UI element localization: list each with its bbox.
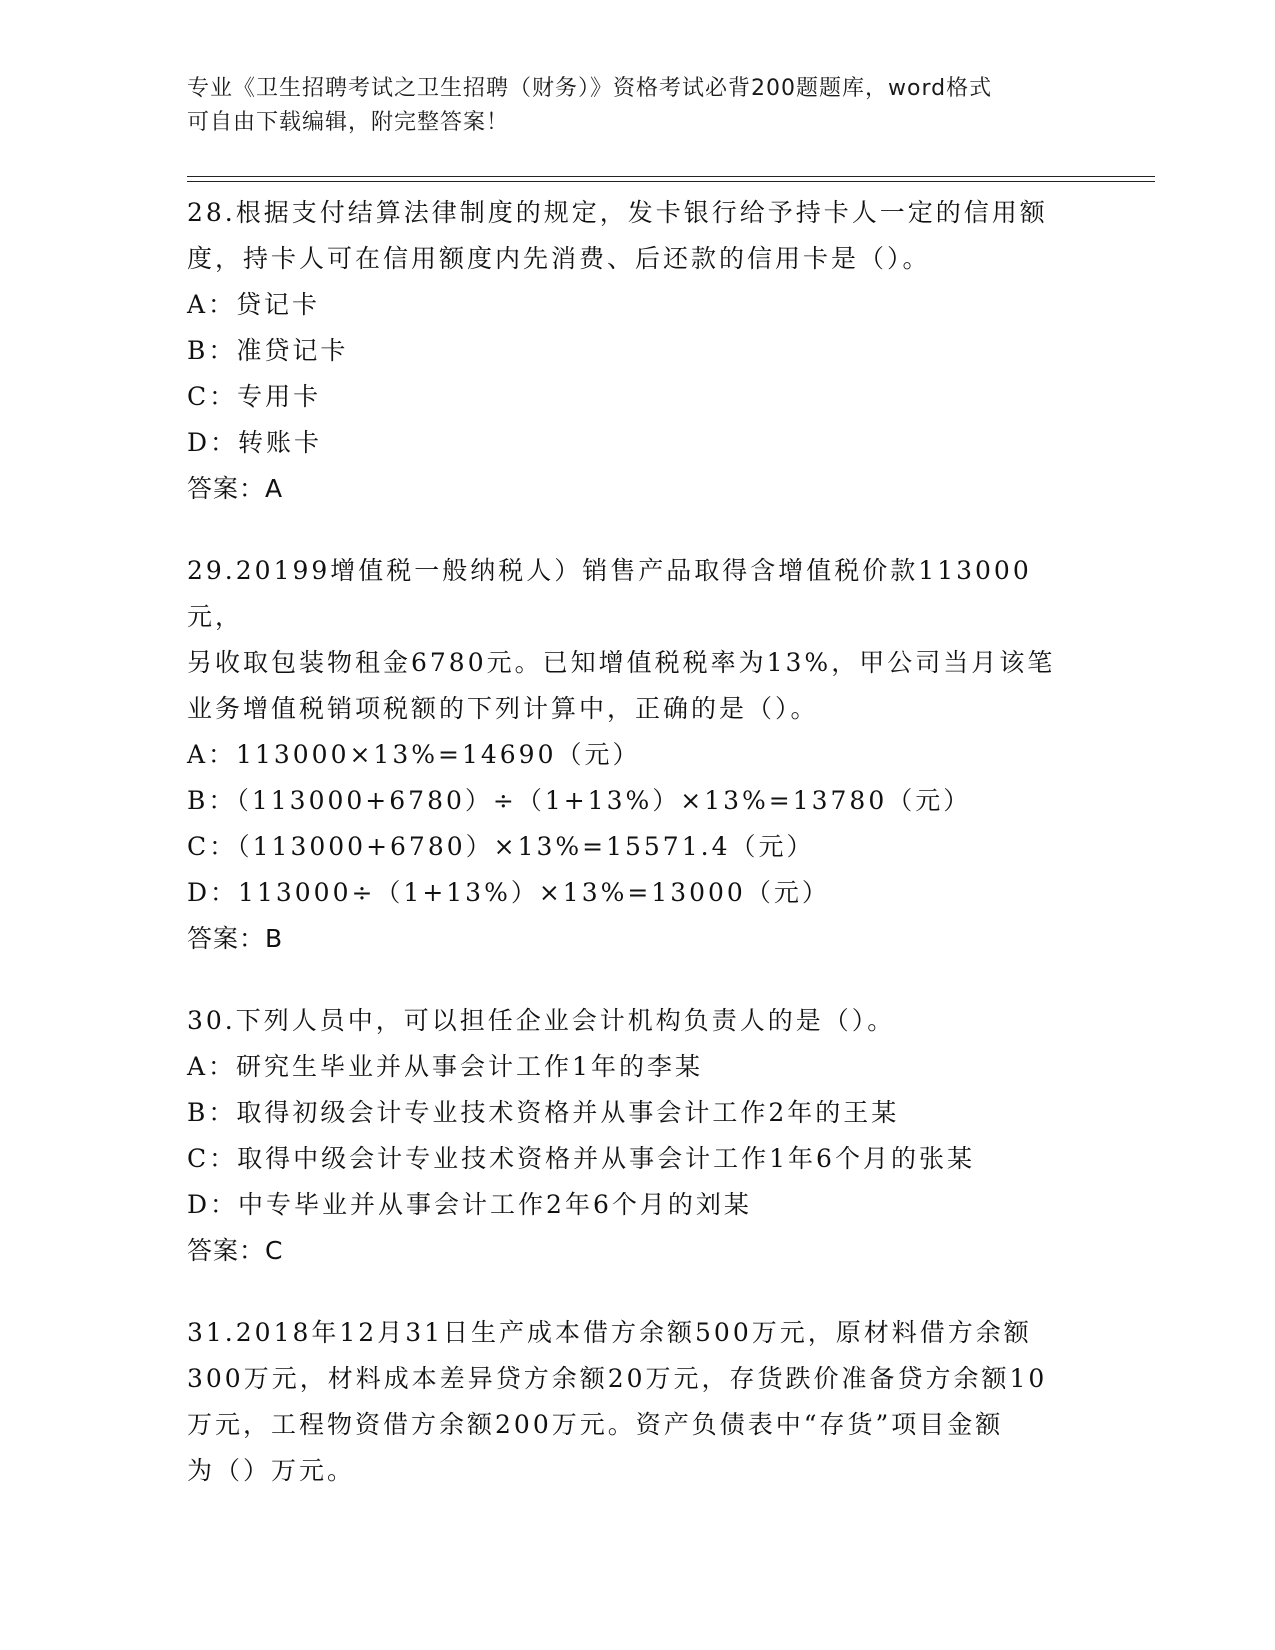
question-29	[187, 548, 1087, 962]
option-c: C：专用卡	[187, 382, 322, 411]
question-stem-line: 29.20199增值税一般纳税人）销售产品取得含增值税价款113000元，	[187, 556, 1032, 631]
header-line-1: 专业《卫生招聘考试之卫生招聘（财务）》资格考试必背200题题库，word格式	[187, 76, 993, 101]
answer: 答案：B	[187, 924, 284, 953]
question-stem-line: 度，持卡人可在信用额度内先消费、后还款的信用卡是（）。	[187, 244, 931, 273]
question-stem-line: 另收取包装物租金6780元。已知增值税税率为13%，甲公司当月该笔	[187, 648, 1056, 677]
answer: 答案：C	[187, 1236, 284, 1265]
question-stem-line: 万元，工程物资借方余额200万元。资产负债表中“存货”项目金额	[187, 1410, 1004, 1439]
option-a: A：贷记卡	[187, 290, 321, 319]
option-b: B：取得初级会计专业技术资格并从事会计工作2年的王某	[187, 1098, 900, 1127]
option-c: C：（113000+6780）×13%=15571.4（元）	[187, 832, 815, 861]
question-28	[187, 190, 1087, 512]
question-stem-line: 为（）万元。	[187, 1456, 356, 1485]
question-stem-line: 30.下列人员中，可以担任企业会计机构负责人的是（）。	[187, 1006, 896, 1035]
question-stem-line: 300万元，材料成本差异贷方余额20万元，存货跌价准备贷方余额10	[187, 1364, 1048, 1393]
question-stem-line: 业务增值税销项税额的下列计算中，正确的是（）。	[187, 694, 819, 723]
header-divider	[187, 176, 1155, 182]
document-header	[187, 72, 1067, 140]
option-b: B：准贷记卡	[187, 336, 349, 365]
option-c: C：取得中级会计专业技术资格并从事会计工作1年6个月的张某	[187, 1144, 975, 1173]
question-31	[187, 1310, 1087, 1494]
option-d: D：转账卡	[187, 428, 323, 457]
option-a: A：113000×13%=14690（元）	[187, 740, 641, 769]
option-a: A：研究生毕业并从事会计工作1年的李某	[187, 1052, 703, 1081]
header-line-2: 可自由下载编辑，附完整答案！	[187, 110, 510, 135]
question-stem-line: 28.根据支付结算法律制度的规定，发卡银行给予持卡人一定的信用额	[187, 198, 1048, 227]
option-d: D：113000÷（1+13%）×13%=13000（元）	[187, 878, 830, 907]
option-d: D：中专毕业并从事会计工作2年6个月的刘某	[187, 1190, 752, 1219]
question-list	[187, 190, 1087, 1530]
answer: 答案：A	[187, 474, 284, 503]
option-b: B：（113000+6780）÷（1+13%）×13%=13780（元）	[187, 786, 972, 815]
question-30	[187, 998, 1087, 1274]
question-stem-line: 31.2018年12月31日生产成本借方余额500万元，原材料借方余额	[187, 1318, 1032, 1347]
